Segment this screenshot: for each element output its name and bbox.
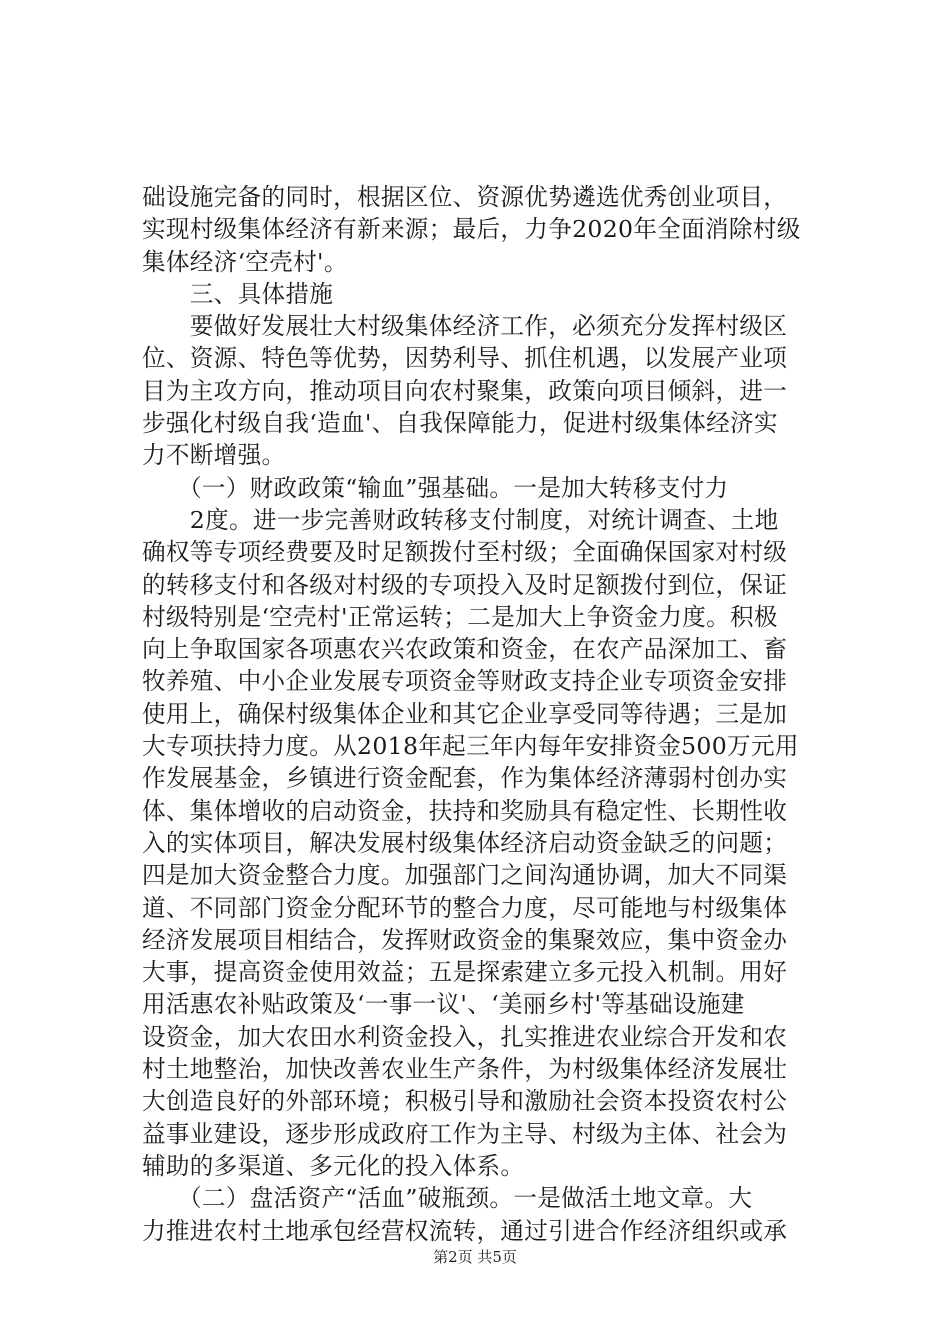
page-footer: 第2页 共5页: [433, 1248, 517, 1266]
text-line: 牧养殖、中小企业发展专项资金等财政支持企业专项资金安排: [142, 667, 788, 696]
text-line: （一）财政政策“输血”强基础。一是加大转移支付力: [142, 473, 729, 502]
text-line: 村土地整治，加快改善农业生产条件，为村级集体经济发展壮: [142, 1055, 788, 1084]
text-line: 使用上，确保村级集体企业和其它企业享受同等待遇；三是加: [142, 699, 788, 728]
text-line: 础设施完备的同时，根据区位、资源优势遴选优秀创业项目，: [142, 183, 788, 211]
text-line: 辅助的多渠道、多元化的投入体系。: [142, 1151, 525, 1180]
text-line: 实现村级集体经济有新来源；最后，力争2020年全面消除村级: [142, 215, 801, 244]
text-line: 设资金，加大农田水利资金投入，扎实推进农业综合开发和农: [142, 1022, 788, 1051]
text-line: 大创造良好的外部环境；积极引导和激励社会资本投资农村公: [142, 1087, 788, 1116]
text-line: 力推进农村土地承包经营权流转，通过引进合作经济组织或承: [142, 1216, 788, 1245]
text-line: 2度。进一步完善财政转移支付制度，对统计调查、土地: [142, 505, 779, 534]
text-line: 用活惠农补贴政策及‘一事一议'、‘美丽乡村'等基础设施建: [142, 990, 745, 1019]
text-line: 向上争取国家各项惠农兴农政策和资金，在农产品深加工、畜: [142, 635, 788, 664]
text-line: 力不断增强。: [142, 441, 286, 470]
text-line: 大专项扶持力度。从2018年起三年内每年安排资金500万元用: [142, 732, 799, 761]
document-body: [142, 181, 812, 1247]
text-line: 经济发展项目相结合，发挥财政资金的集聚效应，集中资金办: [142, 925, 788, 954]
text-line: 步强化村级自我‘造血'、自我保障能力，促进村级集体经济实: [142, 409, 778, 438]
text-line: 位、资源、特色等优势，因势利导、抓住机遇，以发展产业项: [142, 344, 788, 373]
text-line: 集体经济‘空壳村'。: [142, 247, 348, 276]
text-line: 大事，提高资金使用效益；五是探索建立多元投入机制。用好: [142, 958, 788, 987]
text-line: （二）盘活资产“活血”破瓶颈。一是做活土地文章。大: [142, 1184, 753, 1213]
text-line: 目为主攻方向，推动项目向农村聚集，政策向项目倾斜，进一: [142, 376, 788, 405]
text-line: 要做好发展壮大村级集体经济工作，必须充分发挥村级区: [142, 312, 788, 341]
text-line: 四是加大资金整合力度。加强部门之间沟通协调，加大不同渠: [142, 861, 788, 890]
text-line: 体、集体增收的启动资金，扶持和奖励具有稳定性、长期性收: [142, 796, 788, 825]
text-line: 确权等专项经费要及时足额拨付至村级；全面确保国家对村级: [142, 538, 788, 567]
text-line: 三、具体措施: [142, 279, 334, 308]
text-line: 入的实体项目，解决发展村级集体经济启动资金缺乏的问题；: [142, 828, 788, 857]
text-line: 益事业建设，逐步形成政府工作为主导、村级为主体、社会为: [142, 1119, 788, 1148]
text-line: 村级特别是‘空壳村'正常运转；二是加大上争资金力度。积极: [142, 602, 778, 631]
text-line: 作发展基金，乡镇进行资金配套，作为集体经济薄弱村创办实: [142, 764, 788, 793]
text-line: 的转移支付和各级对村级的专项投入及时足额拨付到位，保证: [142, 570, 788, 599]
text-line: 道、不同部门资金分配环节的整合力度，尽可能地与村级集体: [142, 893, 788, 922]
